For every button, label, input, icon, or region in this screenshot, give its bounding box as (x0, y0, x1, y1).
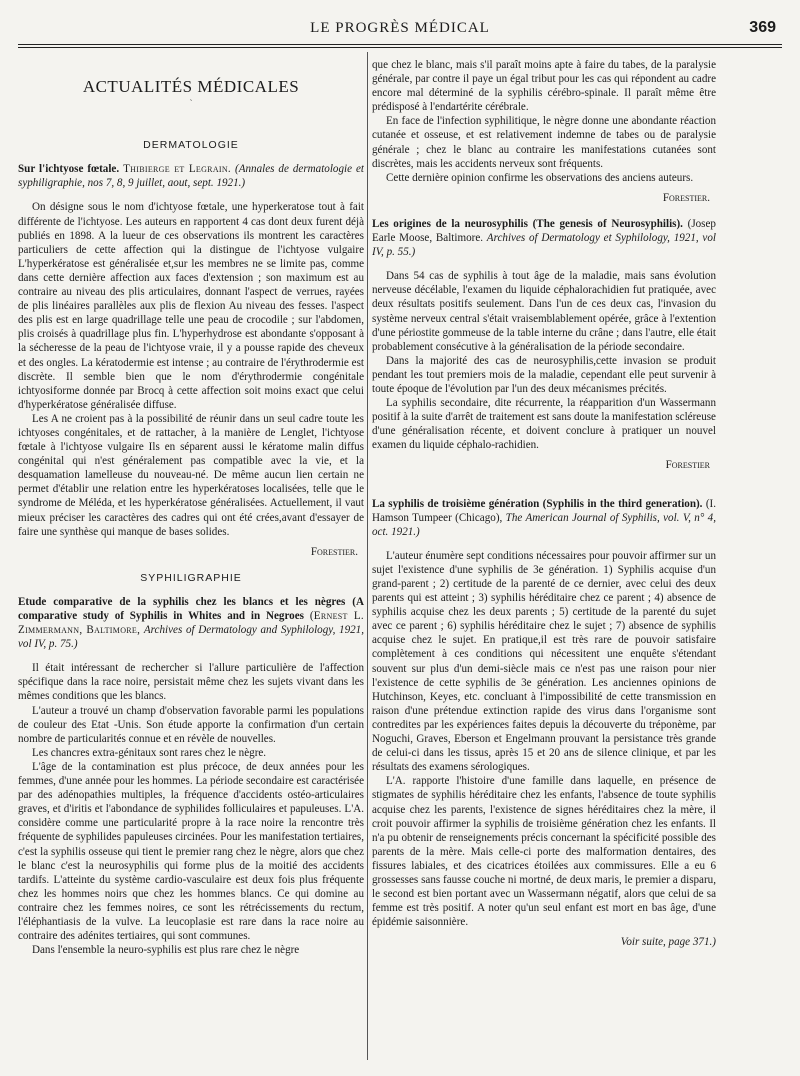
article-source: The American Journal of Syphilis, vol. V, n° 4, oct. 1921.) (372, 511, 716, 538)
article-paragraph: L'âge de la contamination est plus précoce, de deux années pour les femmes, d'une année pour les hommes. La période secondaire est caractérisée par des adénopathies multiples, la fréquence d'accidents ostéo-articulaires graves, et d'iritis et l'abondance de syphilides folliculaires et papuleuses. L'A. considère comme une particularité propre à la race noire la rencontre très fréquente de syphilides papuleuses circinées. Pour les manifestation tertiaires, c'est la syphilis osseuse qui tient le premier rang chez le nègre, alors que chez le blanc c'est la neurosyphilis qui forme plus de la moitié des accidents tardifs. L'atteinte du système cardio-vasculaire est deux fois plus fréquente chez les hommes noirs que chez les hommes blancs. Ce qui domine au contraire chez les femmes noires, ce sont les rétrécissements du rectum, l'éléphantiasis de la vulve. La leucoplasie est rare dans la race noire au contraire des adénites tertiaires, qui sont communes. (18, 760, 364, 943)
article-heading (372, 497, 716, 539)
article-heading (18, 595, 364, 651)
article-paragraph: L'auteur énumère sept conditions nécessaires pour pouvoir affirmer sur un sujet l'existence d'une syphilis de 3e génération. 1) Syphilis acquise d'un grand-parent ; 2) certitude de la parenté de ce dernier, avec celui des deux parents qui est atteint ; 3) syphilis héréditaire chez ce parent ; 4) absence de syphilis acquise chez les deux parents ; 5) certitude de la parenté du sujet avec ce parent ; 6) syphilis héréditaire chez le sujet ; 7) absence de syphilis acquise chez le sujet. En pratique,il est très rare de pouvoir satisfaire complètement à ces conditions qui nécessitent une enquête s'étendant souvent sur plus d'un demi-siècle mais ce n'est pas une raison pour nier l'existence de cette syphilis de 3e génération. Les anciennes opinions de Hutchinson, Keyes, etc. concluant à l'impossibilité de cette transmission en raison d'une prétendue extinction rapide des virus dans l'organisme sont contredites par les expériences faites depuis la découverte du tréponème, par Noguchi, Graves, Eberson et Engelmann prouvant la persistance très grande de celui-ci dans les tissus, après 15 et 20 ans de silence clinique, et par les résultats des examens sérologiques. (372, 549, 716, 774)
continued-note: Voir suite, page 371.) (620, 936, 716, 949)
rubric-title: ACTUALITÉS MÉDICALES (82, 77, 300, 96)
article-signature: Forestier. (662, 191, 710, 204)
article-title: Sur l'ichtyose fœtale. (18, 163, 120, 176)
article-heading (18, 162, 364, 190)
article-authors: (Josep Earle Moose, Baltimore. (372, 217, 716, 245)
right-column (372, 58, 716, 1062)
article-title: Les origines de la neurosyphilis (The genesis of Neurosyphilis). (372, 217, 683, 230)
article-paragraph: Dans 54 cas de syphilis à tout âge de la maladie, mais sans évolution nerveuse décélable, l'examen du liquide céphalorachidien fut pratiquée, avec deux résultats positifs seulement. Dans l'un de ces deux cas, l'invasion du système nerveux central s'était vraisemblablement opérée, grâce à l'extention d'une périostite gommeuse de la table interne du crâne ; dans l'autre, elle était probablement consécutive à la généralisation de la période secondaire. (372, 270, 716, 353)
journal-title: LE PROGRÈS MÉDICAL (310, 20, 490, 36)
article-paragraph: La syphilis secondaire, dite récurrente, la réapparition d'un Wassermann positif à la suite d'arrêt de traitement est sans doute la manifestation scléreuse d'une généralisation récente, et doivent conclure à pratiquer un nouvel examen du liquide céphalo-rachidien. (372, 397, 716, 452)
rubric-mark: ` (189, 99, 193, 111)
article-paragraph: Cette dernière opinion confirme les observations des anciens auteurs. (386, 171, 694, 184)
article-signature: Forestier. (310, 545, 358, 558)
article-source: (Annales de dermatologie et syphiligraphie, nos 7, 8, 9 juillet, aout, sept. 1921.) (18, 163, 364, 190)
header-rule-bottom (18, 47, 782, 48)
article-paragraph: Dans l'ensemble la neuro-syphilis est plus rare chez le nègre (32, 944, 300, 957)
article-title: Etude comparative de la syphilis chez les blancs et les nègres (A comparative study of Syphilis in Whites and in Negroes (18, 595, 364, 622)
article-paragraph: L'auteur a trouvé un champ d'observation favorable parmi les populations de couleur des Etat -Unis. Son étude apporte la confirmation d'un certain nombre de particularités connue et en révèle de nouvelles. (18, 704, 364, 745)
article-paragraph: Dans la majorité des cas de neurosyphilis,cette invasion se produit pendant les tout premiers mois de la maladie, cependant elle peut survenir à toute époque de l'évolution par l'un des deux mécanismes précités. (372, 354, 716, 395)
article-paragraph: que chez le blanc, mais s'il paraît moins apte à faire du tabes, de la paralysie générale, par contre il paye un égal tribut pour les cas qui répondent au cadre encore mal déterminé de la syphilis cérébro-spinale. Il paraît même être prédisposé à l'endartérite cérébrale. (372, 59, 716, 114)
article-authors: (I. Hamson Tumpeer (Chicago), (372, 497, 716, 524)
page-header (18, 20, 782, 44)
article-authors: (Ernest L. Zimmermann, Baltimore, (18, 610, 364, 637)
left-column (18, 58, 364, 1062)
column-divider (367, 52, 368, 1060)
page-number: 369 (749, 19, 776, 36)
article-signature: Forestier (665, 459, 710, 472)
article-heading (372, 217, 716, 259)
article-paragraph: L'A. rapporte l'histoire d'une famille dans laquelle, en présence de stigmates de syphilis héréditaire chez les enfants, l'absence de toute syphilis acquise chez les parents, l'existence de signes héréditaires chez la mère, il croit pouvoir affirmer la syphilis de troisième génération chez les enfants. Il n'a pu obtenir de renseignements précis concernant la spécificité possible des parents de la mère. Mais celle-ci porte des malformation dentaires, des fissures labiales, et des cicatrices étoilées aux commissures. Elle a eu 6 grossesses sans fausse couche ni mortné, de deux maris, le premier a disparu, le second est bien portant avec un Wassermann négatif, alors que celui de sa femme est très positif. A noter qu'un seul enfant est mort en bas âge, d'une épidémie saisonnière. (372, 775, 716, 929)
article-paragraph: Il était intéressant de rechercher si l'allure particulière de l'affection spécifique dans la race noire, persistait même chez les sujets vivant dans les mêmes conditions que les blancs. (18, 662, 364, 703)
article-paragraph: Les A ne croient pas à la possibilité de réunir dans un seul cadre toute les ichtyoses congénitales, et de rattacher, à la manière de Lenglet, l'ichtyose fœtale à l'ichtyose vulgaire Ils en séparent aussi le kératome malin diffus congénital qui n'est généralement pas compatible avec la vie, et la desquamation lamelleuse du nouveau-né. De même aucun lien certain ne permet d'établir une relation entre les hyperkératoses localisées, telle que le syndrome de Méléda, et les hyperkératose généralisées. Actuellement, il vaut mieux préciser les caractères des cadres qui ont été crées,avant d'essayer de faire une synthèse qui manque de bases solides. (18, 412, 364, 538)
article-paragraph: On désigne sous le nom d'ichtyose fœtale, une hyperkeratose tout à fait différente de l'ichtyose. Les auteurs en rapportent 4 cas dont deux furent déjà publiés en 1898. A la lueur de ces observations ils montrent les caractères particuliers de cette affection qui la distingue de l'ichtyose vulgaire L'hyperkératose est généralisée et,sur les membres ne se limite pas, comme dans cette dernière affection aux faces d'extension ; son maximum est au contraire au niveau des plis articulaires, donnant l'aspect de verrues, rayées de plis linéaires parallèles aux plis de flexion Au niveau des fesses. l'aspect des plis est en large quadrillage telle une peau de crocodile ; sur l'abdomen, plis croisés à quadrillage plus fin. L'hyperhydrose est abondante s'opposant à la sécheresse de la peau de l'ichtyose vraie, il y a pousse rapide des cheveux et des ongles. La kératodermie est intense ; au contraire de l'érythrodermie est discrète. Il semble bien que le nom d'érythrodermie congénitale ichtyosiforme donnée par Brocq à cette affection soit moins exact que celui d'hyperkératose généralisée diffuse. (18, 201, 364, 411)
article-source: Archives of Dermatology and Syphilology, 1921, vol IV, p. 75.) (18, 624, 364, 651)
article-title: La syphilis de troisième génération (Syphilis in the third generation). (372, 497, 703, 510)
header-rule-top (18, 44, 782, 45)
article-authors: Thibierge et Legrain. (123, 163, 232, 176)
article-paragraph: Les chancres extra-génitaux sont rares chez le nègre. (32, 746, 267, 759)
section-heading-syphiligraphie: SYPHILIGRAPHIE (140, 571, 242, 584)
article-source: Archives of Dermatology et Syphilology, 1921, vol IV, p. 55.) (372, 232, 716, 259)
article-paragraph: En face de l'infection syphilitique, le nègre donne une abondante réaction cutanée et osseuse, et est relativement indemne de tabes ou de paralysie générale ; chez le blanc au contraire les manifestations cutanées sont discrètes, mais les accidents nerveux sont fréquents. (372, 115, 716, 170)
section-heading-dermatologie: DERMATOLOGIE (143, 139, 239, 152)
